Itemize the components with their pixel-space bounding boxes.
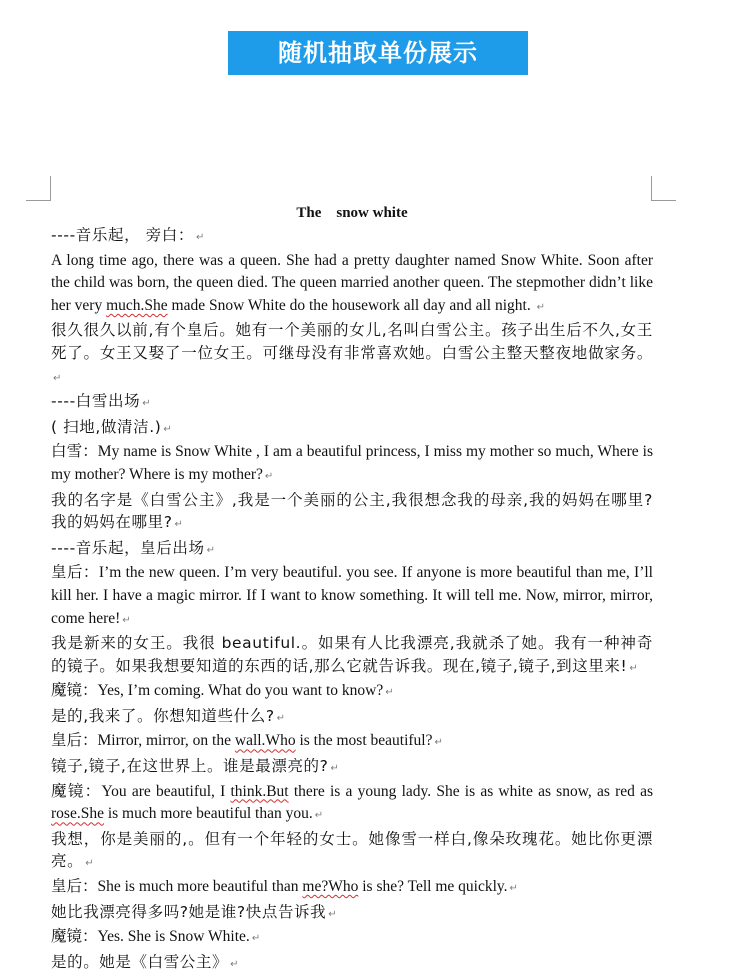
paragraph-text: is she? Tell me quickly.	[358, 878, 508, 896]
paragraph-mark-icon: ↵	[330, 763, 340, 775]
paragraph-text: ----音乐起， 旁白：	[51, 226, 194, 244]
paragraph-text: 她比我漂亮得多吗?她是谁?快点告诉我	[51, 902, 327, 921]
page-corner-mark-left	[26, 176, 51, 201]
paragraph-text: ----白雪出场	[51, 392, 141, 411]
paragraph-text: 镜子,镜子,在这世界上。谁是最漂亮的?	[51, 757, 329, 776]
document-paragraph	[51, 901, 653, 927]
paragraph-mark-icon: ↵	[196, 232, 205, 243]
paragraph-mark-icon: ↵	[85, 858, 95, 870]
document-paragraph	[51, 224, 653, 250]
document-paragraph	[51, 390, 653, 416]
paragraph-mark-icon: ↵	[122, 614, 131, 626]
paragraph-text: 皇后：She is much more beautiful than	[51, 878, 303, 896]
paragraph-text: there is a young lady. She is as white as snow, as red as	[288, 782, 653, 800]
document-paragraph	[51, 755, 653, 781]
document-paragraph	[51, 705, 653, 731]
paragraph-mark-icon: ↵	[385, 687, 394, 699]
document-paragraph	[51, 730, 653, 755]
document-paragraph	[51, 828, 653, 876]
paragraph-mark-icon: ↵	[142, 398, 152, 410]
paragraph-text: 魔镜：Yes. She is Snow White.	[51, 928, 250, 946]
paragraph-text: is much more beautiful than you.	[103, 805, 313, 823]
paragraph-text: 我想，你是美丽的,。但有一个年轻的女士。她像雪一样白,像朵玫瑰花。她比你更漂亮。	[51, 829, 653, 871]
paragraph-text: is the most beautiful?	[295, 732, 433, 750]
document-body	[51, 202, 653, 976]
document-paragraph	[51, 489, 653, 537]
document-paragraph	[51, 781, 653, 828]
paragraph-mark-icon: ↵	[509, 883, 518, 895]
paragraph-mark-icon: ↵	[230, 958, 240, 970]
document-title: The snow white	[296, 205, 408, 221]
paragraph-mark-icon: ↵	[314, 810, 324, 822]
banner-title: 随机抽取单份展示	[228, 31, 528, 75]
paragraph-mark-icon: ↵	[163, 423, 173, 435]
paragraph-mark-icon: ↵	[264, 470, 274, 482]
document-paragraph	[51, 926, 653, 951]
paragraph-mark-icon: ↵	[53, 372, 62, 384]
paragraph-text: ( 扫地,做清洁.)	[51, 417, 162, 436]
paragraph-text: 我的名字是《白雪公主》,我是一个美丽的公主,我很想念我的母亲,我的妈妈在哪里?我的妈妈在哪里?	[51, 490, 653, 532]
paragraph-text: ----音乐起，皇后出场	[51, 538, 205, 557]
paragraph-text: A long time ago, there was a queen. She had a pretty daughter named Snow White. Soon after the child was born, the queen died. The queen married another queen. The stepmother didn’t like her very	[51, 251, 653, 314]
document-paragraph	[51, 876, 653, 901]
paragraph-mark-icon: ↵	[328, 908, 338, 920]
spellcheck-flagged-text: much.She	[106, 296, 168, 314]
document-paragraph	[51, 319, 653, 390]
spellcheck-flagged-text: rose.She	[51, 805, 104, 823]
paragraph-text: 我是新来的女王。我很 beautiful.。如果有人比我漂亮,我就杀了她。我有一种神奇的镜子。如果我想要知道的东西的话,那么它就告诉我。现在,镜子,镜子,到这里来!	[51, 634, 653, 675]
paragraph-text: 很久很久以前,有个皇后。她有一个美丽的女儿,名叫白雪公主。孩子出生后不久,女王死了。女王又娶了一位女王。可继母没有非常喜欢她。白雪公主整天整夜地做家务。	[51, 321, 653, 362]
spellcheck-flagged-text: me?Who	[302, 878, 359, 896]
paragraph-text: 是的,我来了。你想知道些什么?	[51, 706, 275, 725]
paragraph-text: made Snow White do the housework all day and all night.	[167, 296, 535, 314]
document-paragraph	[51, 951, 653, 976]
document-paragraph	[51, 441, 653, 488]
paragraph-mark-icon: ↵	[251, 933, 261, 945]
paragraph-mark-icon: ↵	[434, 737, 443, 749]
paragraph-text: 皇后：I’m the new queen. I’m very beautiful. you see. If anyone is more beautiful than me, I’ll kill her. I have a magic mirror. If I want to know something. It will tell me. Now, mirror, mirror, come here!	[51, 564, 653, 627]
spellcheck-flagged-text: think.But	[230, 782, 289, 800]
paragraph-text: 皇后：Mirror, mirror, on the	[51, 732, 235, 750]
paragraph-mark-icon: ↵	[536, 301, 545, 313]
paragraph-mark-icon: ↵	[629, 662, 639, 674]
spellcheck-flagged-text: wall.Who	[234, 732, 296, 750]
document-paragraph	[51, 416, 653, 442]
document-paragraph	[51, 680, 653, 705]
document-paragraphs	[51, 224, 653, 976]
page-corner-mark-right	[651, 176, 676, 201]
document-paragraph	[51, 250, 653, 320]
paragraph-mark-icon: ↵	[174, 519, 184, 531]
paragraph-text: 魔镜：You are beautiful, I	[51, 782, 231, 800]
paragraph-mark-icon: ↵	[206, 544, 216, 556]
document-paragraph	[51, 537, 653, 563]
paragraph-text: 魔镜：Yes, I’m coming. What do you want to know?	[51, 682, 384, 700]
document-paragraph	[51, 562, 653, 632]
paragraph-mark-icon: ↵	[276, 712, 286, 724]
document-paragraph	[51, 632, 653, 680]
paragraph-text: 白雪：My name is Snow White , I am a beautiful princess, I miss my mother so much, Where is my mother? Where is my mother?	[51, 443, 653, 483]
paragraph-text: 是的。她是《白雪公主》	[51, 952, 229, 971]
